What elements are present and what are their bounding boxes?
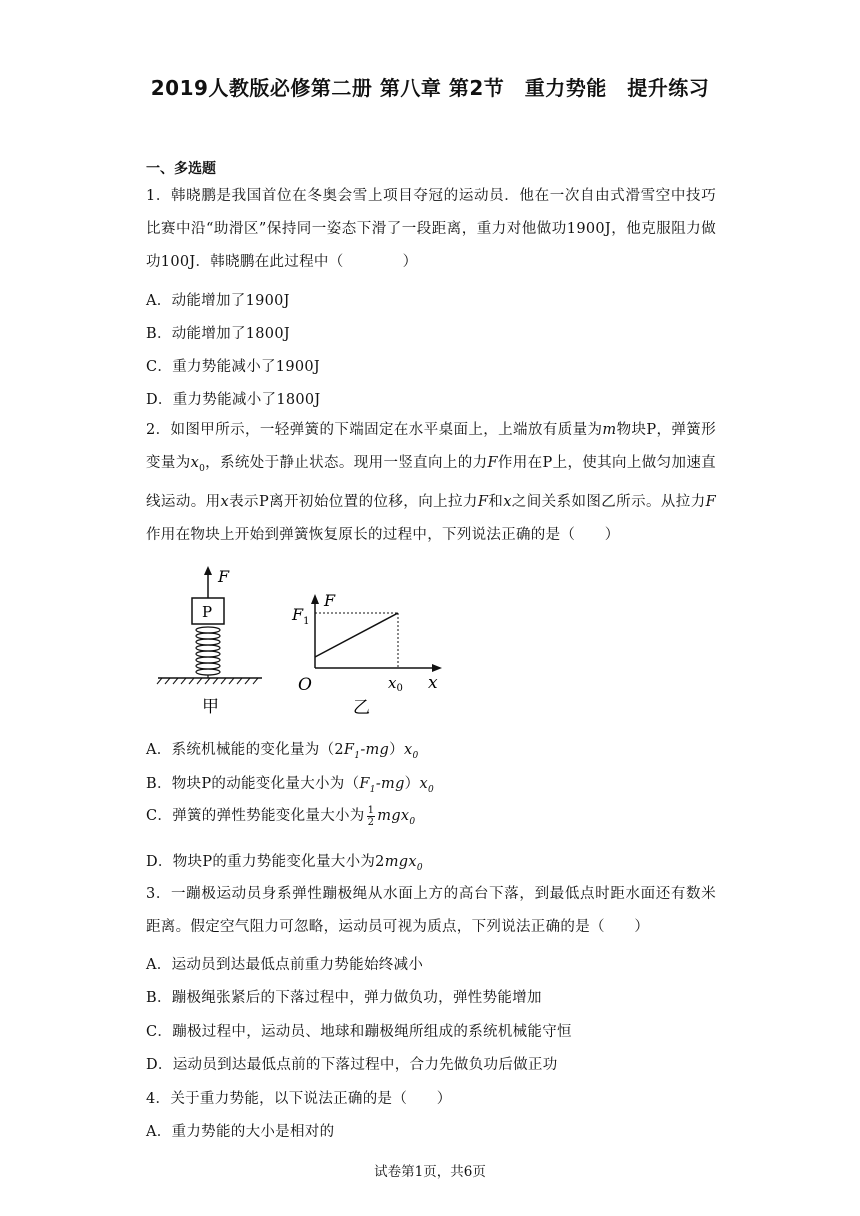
q2-option-b: B．物块P的动能变化量大小为$(F_1-mg)x_0$	[146, 776, 434, 795]
x-axis-label: x	[428, 673, 438, 693]
y-axis-label: F	[324, 591, 336, 610]
q4-option-a: A．重力势能的大小是相对的	[146, 1124, 335, 1140]
origin-label: O	[298, 675, 312, 695]
spring-coil	[196, 627, 220, 678]
q1-option-d: D．重力势能减小了1800J	[146, 392, 321, 408]
question-3-stem: 3．一蹦极运动员身系弹性蹦极绳从水面上方的高台下落，到最低点时距水面还有数米距离。假定空气阻力可忽略，运动员可视为质点，下列说法正确的是（ ）	[146, 886, 716, 935]
q3-option-b: B．蹦极绳张紧后的下落过程中，弹力做负功，弹性势能增加	[146, 990, 542, 1006]
spring-graph-figure	[150, 560, 450, 720]
fraction-one-half: $\frac{1}{2}$	[367, 804, 375, 828]
table-hatching	[157, 678, 258, 684]
figure-yi-label: 乙	[353, 698, 370, 718]
q3-option-a: A．运动员到达最低点前重力势能始终减小	[146, 957, 424, 973]
spring-block-diagram	[157, 566, 262, 717]
q3-option-d: D．运动员到达最低点前的下落过程中，合力先做负功后做正功	[146, 1057, 558, 1073]
q2-option-c: C．弹簧的弹性势能变化量大小为 $\frac{1}{2}$ mgx$_0$	[146, 804, 416, 828]
q2-option-d: D．物块P的重力势能变化量大小为2mgx$_0$	[146, 854, 423, 873]
x-axis-arrow-icon	[432, 664, 442, 672]
q1-option-c: C．重力势能减小了1900J	[146, 359, 321, 375]
question-4-stem: 4．关于重力势能，以下说法正确的是（ ）	[146, 1091, 452, 1107]
force-arrow-icon	[204, 566, 212, 575]
x0-label: $x_0$	[388, 674, 403, 694]
q1-option-b: B．动能增加了1800J	[146, 326, 290, 342]
y-axis-arrow-icon	[311, 594, 319, 604]
q2-option-a: A．系统机械能的变化量为$(2F_1-mg)x_0$	[146, 742, 419, 761]
page-title: 2019人教版必修第二册 第八章 第2节 重力势能 提升练习	[150, 76, 710, 100]
force-label: F	[218, 567, 230, 586]
figure-jia-label: 甲	[202, 697, 219, 717]
q1-option-a: A．动能增加了1900J	[146, 293, 290, 309]
page-footer: 试卷第1页，共6页	[374, 1164, 486, 1180]
question-1-stem: 1．韩晓鹏是我国首位在冬奥会雪上项目夺冠的运动员．他在一次自由式滑雪空中技巧比赛中沿“助滑区”保持同一姿态下滑了一段距离，重力对他做功1900J，他克服阻力做功100J．韩晓鹏在此过程中（ ）	[146, 188, 716, 270]
question-2-stem: 2．如图甲所示，一轻弹簧的下端固定在水平桌面上，上端放有质量为m物块P，弹簧形变量为$x_0$，系统处于静止状态。现用一竖直向上的力F作用在P上，使其向上做匀加速直线运动。用x表示P离开初始位置的位移，向上拉力F和x之间关系如图乙所示。从拉力F作用在物块上开始到弹簧恢复原长的过程中，下列说法正确的是（ ）	[146, 422, 716, 543]
graph-line	[315, 613, 398, 657]
f1-label: $F_1$	[292, 605, 310, 627]
f-x-graph	[291, 591, 442, 718]
block-label: P	[202, 603, 213, 621]
q3-option-c: C．蹦极过程中，运动员、地球和蹦极绳所组成的系统机械能守恒	[146, 1024, 572, 1040]
section-heading: 一、多选题	[146, 161, 216, 177]
